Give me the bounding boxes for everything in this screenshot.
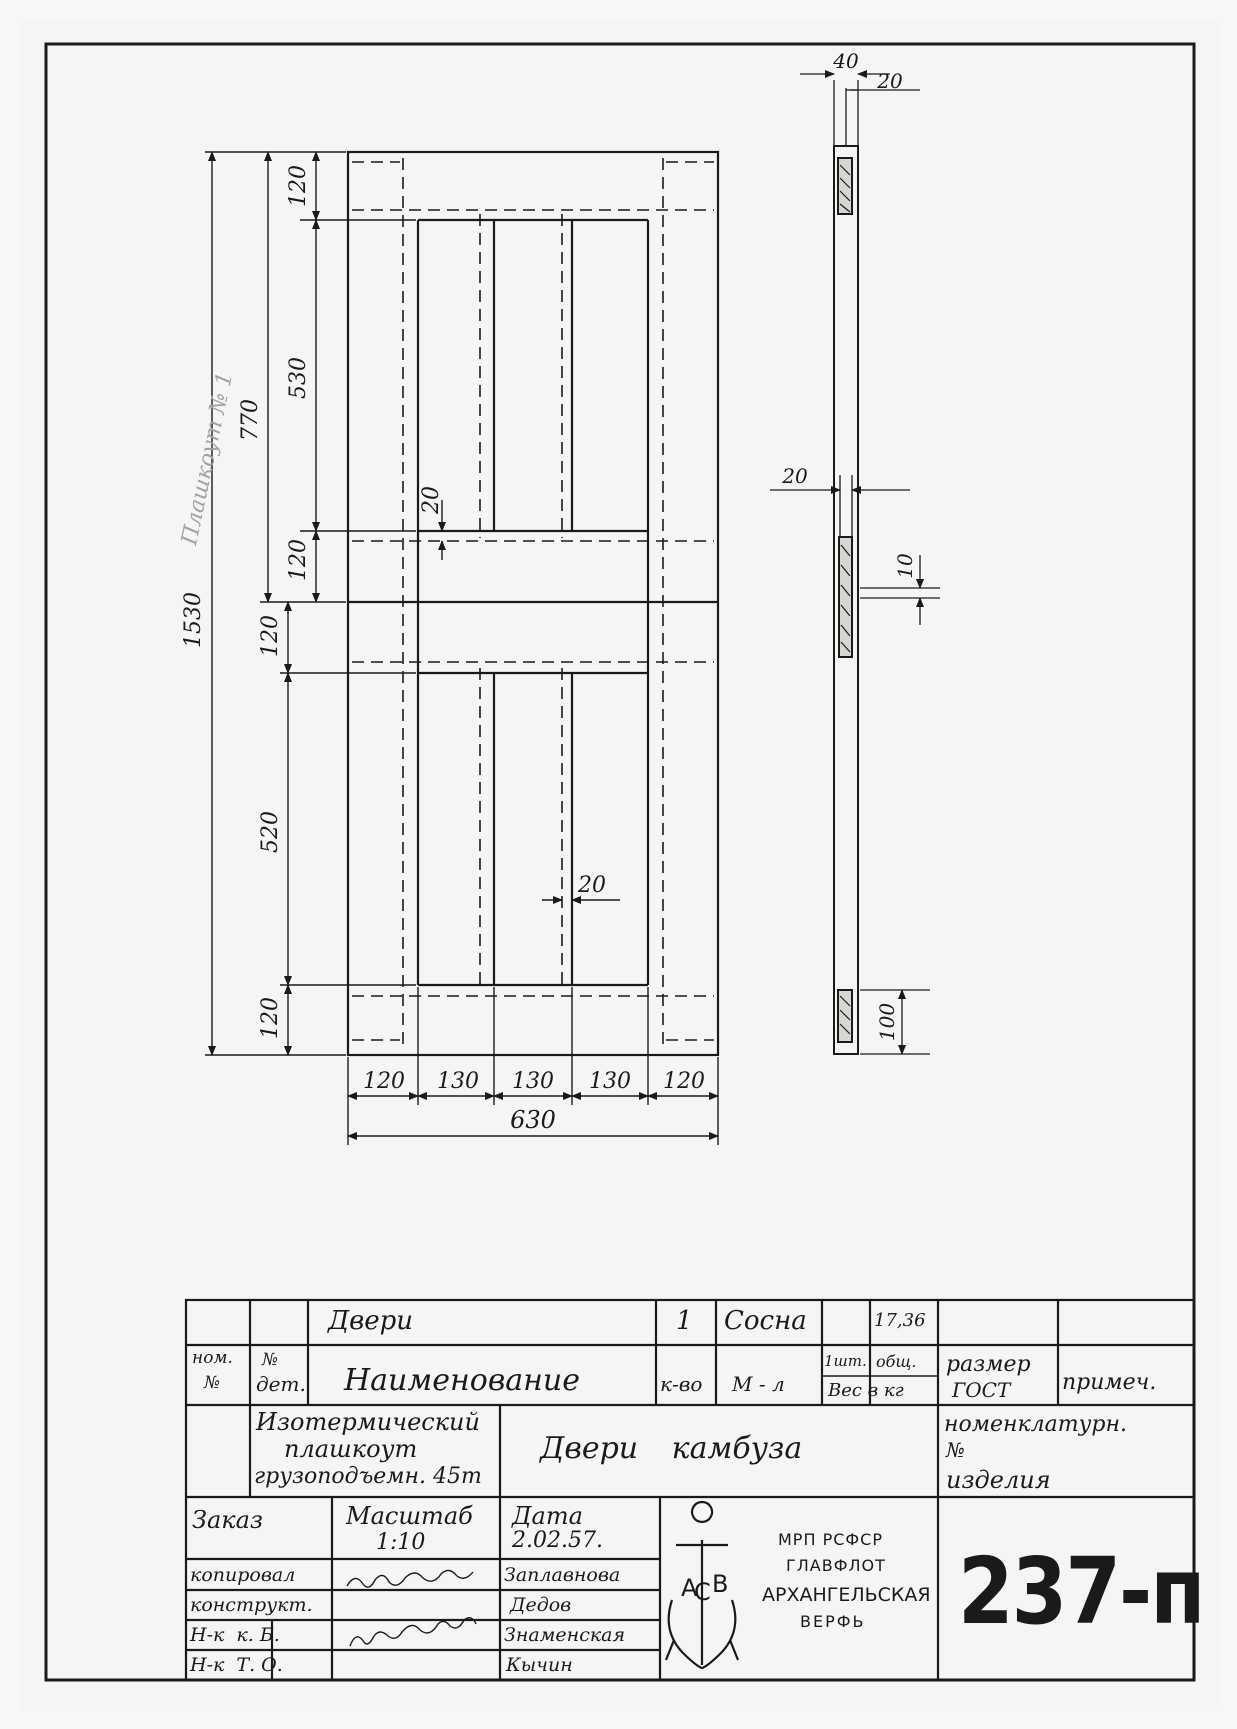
hdr-weight-1pc: 1шт. (824, 1352, 867, 1370)
dim-section-20-top: 20 (877, 69, 903, 93)
dim-width-4: 130 (589, 1069, 631, 1094)
handwritten-pencil-note: Плашкоут № 1 (177, 369, 239, 548)
dim-width-3: 130 (512, 1069, 554, 1094)
nomenclature-line-3: изделия (946, 1466, 1051, 1494)
org-line-1: МРП РСФСР (778, 1530, 883, 1549)
dim-groove-lower: 20 (578, 873, 606, 898)
org-line-3: АРХАНГЕЛЬСКАЯ (762, 1584, 931, 1606)
dim-630: 630 (510, 1106, 556, 1134)
hdr-size: размер (946, 1352, 1031, 1377)
dim-520: 520 (258, 811, 283, 853)
dim-770: 770 (238, 399, 263, 441)
dim-section-100: 100 (875, 1002, 899, 1042)
scale-label: Масштаб (346, 1502, 473, 1530)
dim-120-top: 120 (286, 165, 311, 207)
date-label: Дата (512, 1502, 583, 1530)
role-head-kb: Н-к к. Б. (190, 1624, 280, 1646)
dim-120-bottom: 120 (258, 997, 283, 1039)
role-copier: копировал (190, 1564, 296, 1586)
dim-section-40: 40 (833, 49, 859, 73)
dim-1530: 1530 (181, 592, 206, 648)
project-line-2: плашкоут (284, 1435, 418, 1463)
dim-section-10: 10 (893, 553, 917, 579)
item-weight-total: 17,36 (874, 1310, 926, 1331)
drawing-title: Двери камбуза (540, 1431, 803, 1466)
dim-120-mid-lower: 120 (258, 615, 283, 657)
hdr-nom-sign: № (204, 1373, 221, 1393)
dim-width-2: 130 (437, 1069, 479, 1094)
anchor-letter-b: В (712, 1570, 729, 1598)
sign-name-1: Заплавнова (504, 1564, 621, 1586)
project-line-3: грузоподъемн. 45т (254, 1464, 482, 1489)
hdr-weight-total: общ. (876, 1352, 917, 1371)
dim-120-mid-upper: 120 (286, 539, 311, 581)
drawing-number: 237-п (958, 1537, 1204, 1645)
role-head-to: Н-к Т. О. (190, 1654, 283, 1676)
date-value: 2.02.57. (512, 1528, 603, 1553)
org-line-4: ВЕРФЬ (800, 1612, 866, 1631)
sign-name-2: Дедов (510, 1594, 572, 1616)
hdr-note: примеч. (1062, 1370, 1157, 1395)
anchor-letter-c: С (694, 1578, 711, 1606)
dim-width-1: 120 (363, 1069, 405, 1094)
item-name: Двери (328, 1306, 414, 1336)
role-designer: конструкт. (190, 1594, 313, 1616)
hdr-det: дет. (256, 1372, 306, 1396)
hdr-nom: ном. (192, 1348, 233, 1368)
nomenclature-line-2: № (946, 1438, 965, 1462)
project-line-1: Изотермический (256, 1408, 480, 1436)
hdr-name: Наименование (344, 1363, 581, 1398)
org-line-2: ГЛАВФЛОТ (786, 1556, 886, 1575)
hdr-det-no: № (262, 1350, 279, 1370)
scale-value: 1:10 (376, 1530, 426, 1555)
hdr-qty: к-во (660, 1372, 703, 1396)
hdr-weight-kg: Вес в кг (828, 1380, 904, 1401)
dim-groove-upper: 20 (419, 486, 444, 514)
item-material: Сосна (724, 1306, 807, 1336)
dim-section-20-mid: 20 (782, 464, 808, 488)
dim-530: 530 (286, 357, 311, 399)
dim-width-5: 120 (663, 1069, 705, 1094)
hdr-gost: ГОСТ (952, 1378, 1011, 1402)
item-quantity: 1 (676, 1306, 693, 1336)
sign-name-3: Знаменская (504, 1624, 626, 1646)
hdr-material: М - л (732, 1372, 785, 1396)
order-label: Заказ (192, 1506, 263, 1534)
sign-name-4: Кычин (506, 1654, 573, 1676)
nomenclature-line-1: номенклатурн. (944, 1412, 1127, 1437)
anchor-letter-a: А (681, 1574, 698, 1602)
